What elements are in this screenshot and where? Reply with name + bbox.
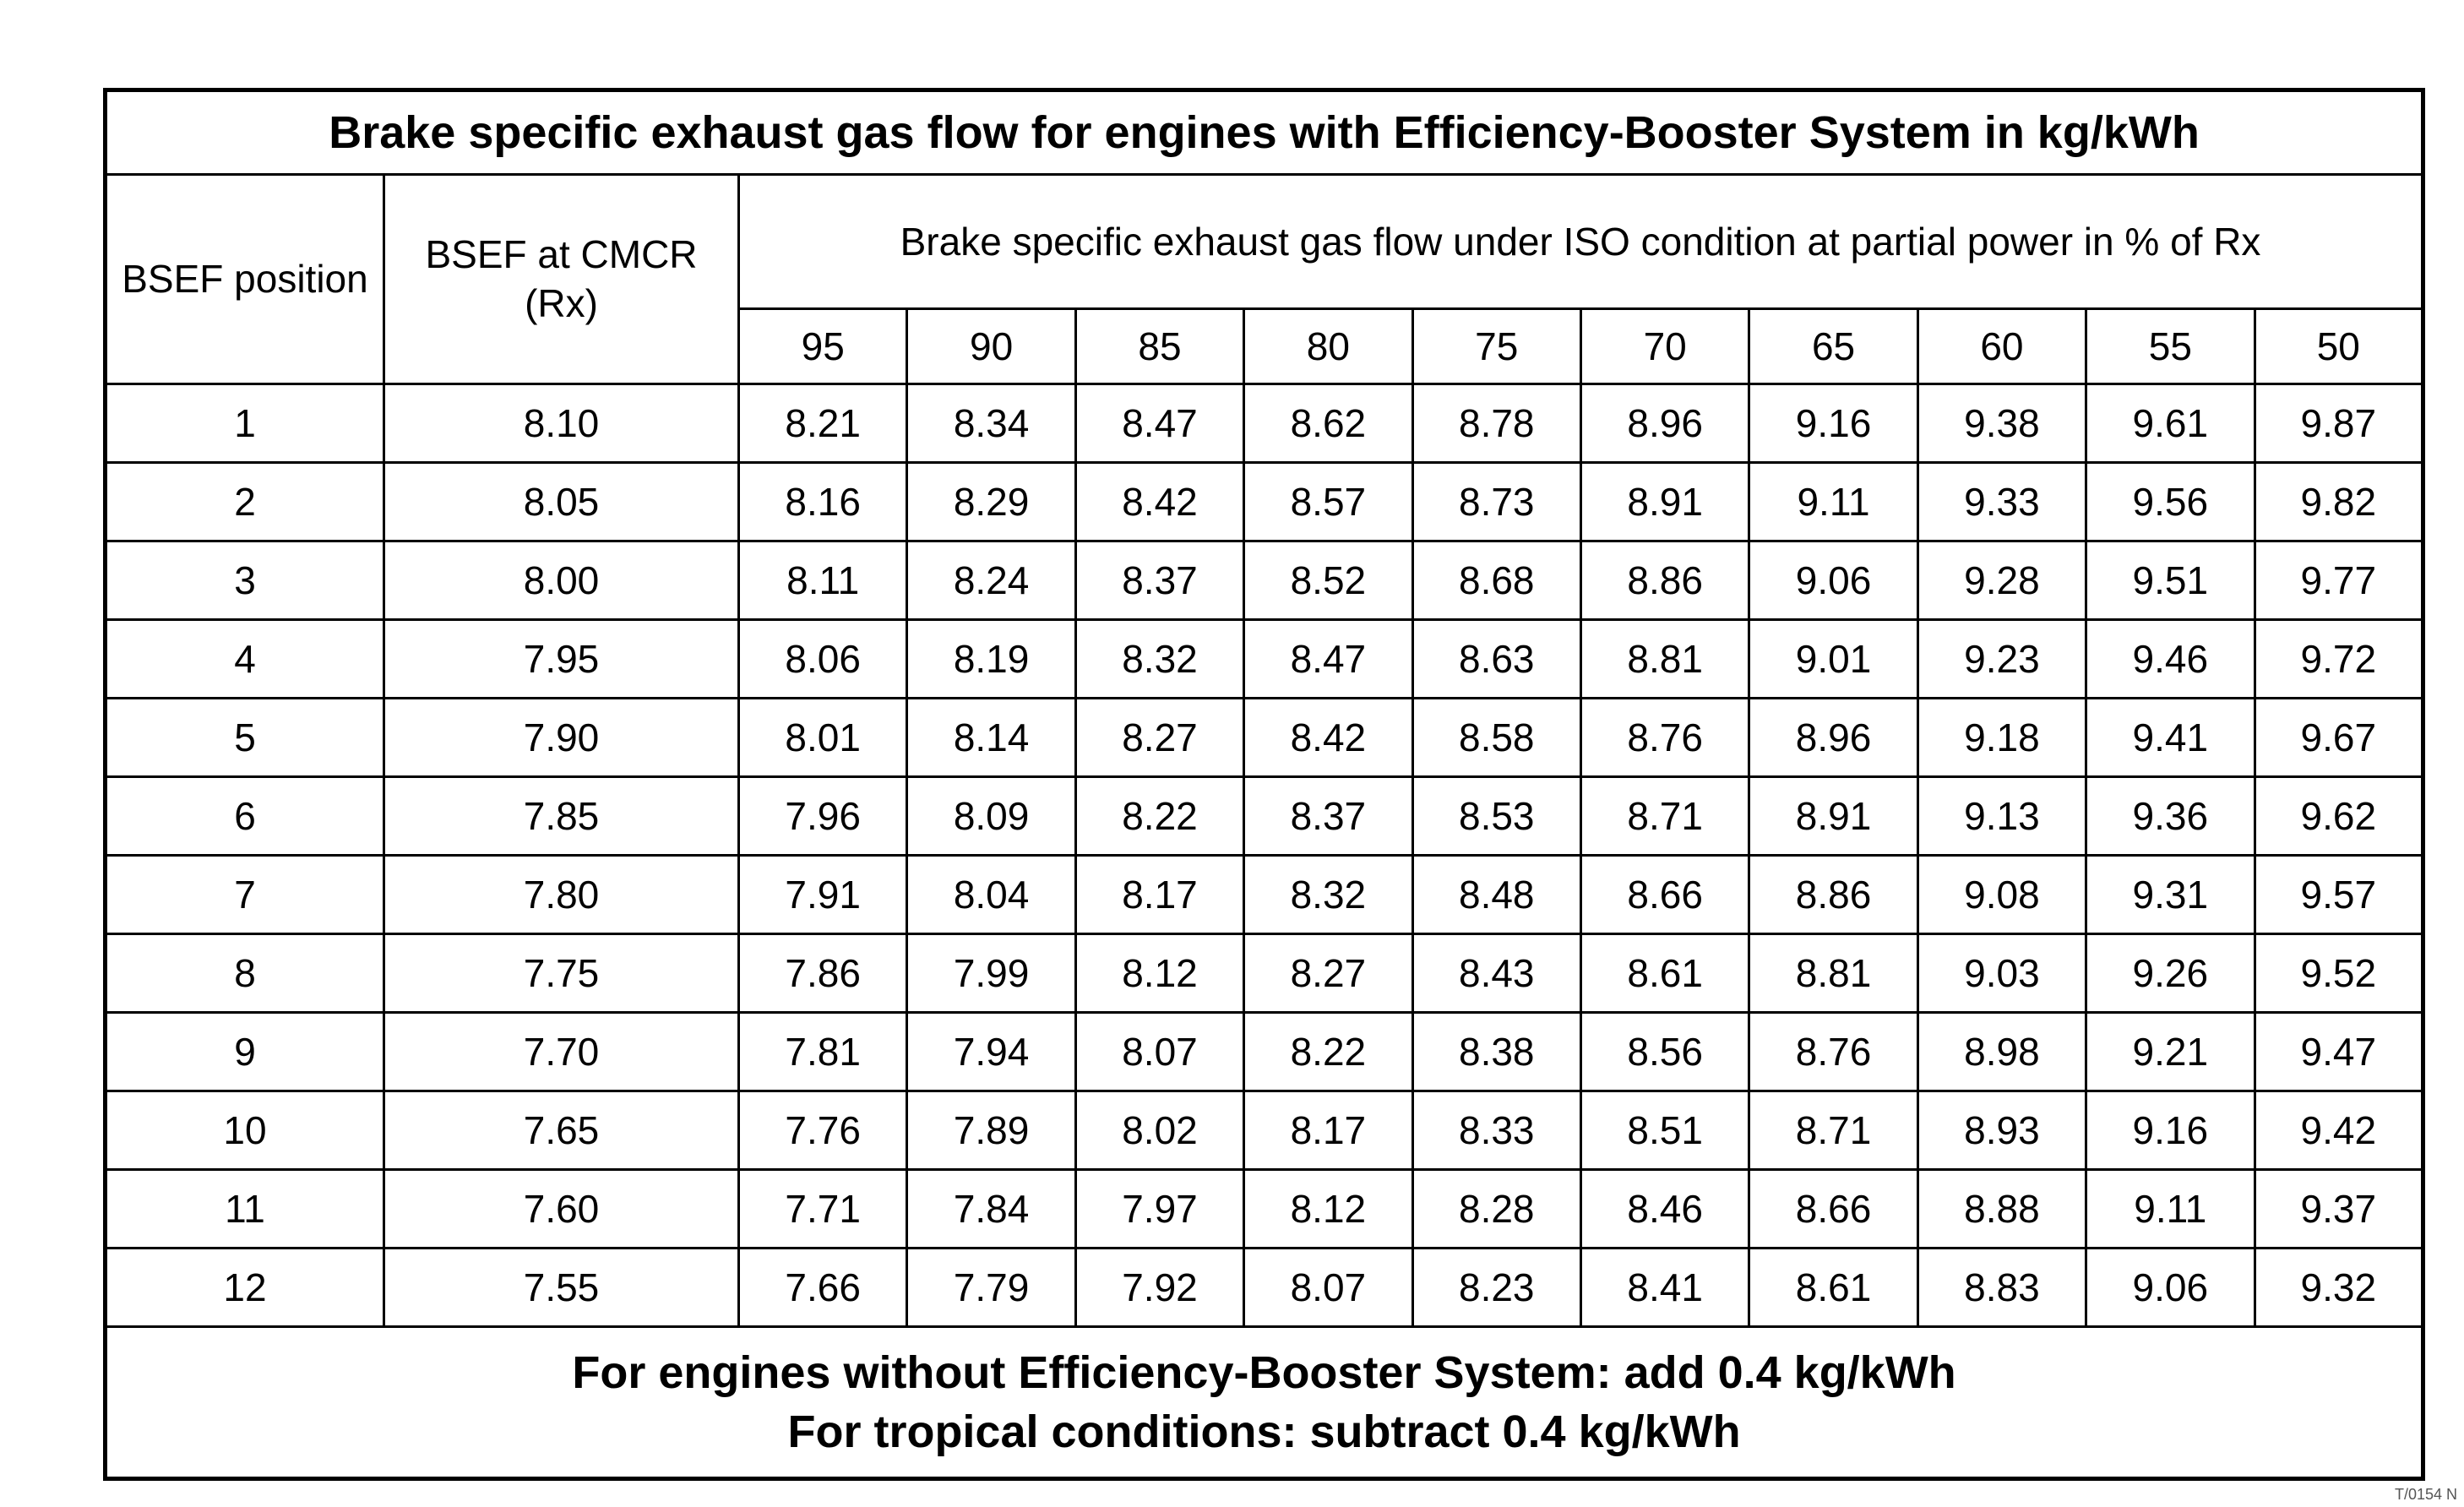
header-row [106, 175, 2423, 309]
value-cell: 9.57 [2255, 856, 2423, 934]
value-cell: 8.66 [1580, 856, 1749, 934]
value-cell: 7.79 [907, 1249, 1075, 1327]
value-cell: 9.87 [2255, 384, 2423, 463]
percent-header-cell: 75 [1412, 309, 1580, 384]
value-cell: 7.89 [907, 1091, 1075, 1170]
value-cell: 9.16 [2086, 1091, 2255, 1170]
value-cell: 8.19 [907, 620, 1075, 699]
percent-header-cell: 85 [1075, 309, 1243, 384]
table-row [106, 463, 2423, 541]
position-cell: 2 [106, 463, 384, 541]
value-cell: 8.07 [1075, 1013, 1243, 1091]
value-cell: 8.06 [739, 620, 907, 699]
value-cell: 7.76 [739, 1091, 907, 1170]
value-cell: 7.81 [739, 1013, 907, 1091]
value-cell: 9.06 [1749, 541, 1917, 620]
value-cell: 8.52 [1244, 541, 1412, 620]
cmcr-cell: 7.70 [384, 1013, 739, 1091]
value-cell: 7.92 [1075, 1249, 1243, 1327]
table-row [106, 699, 2423, 777]
value-cell: 8.21 [739, 384, 907, 463]
position-cell: 3 [106, 541, 384, 620]
partial-power-header: Brake specific exhaust gas flow under ISO condition at partial power in % of Rx [739, 175, 2423, 309]
value-cell: 8.56 [1580, 1013, 1749, 1091]
value-cell: 9.67 [2255, 699, 2423, 777]
position-cell: 11 [106, 1170, 384, 1249]
value-cell: 8.76 [1580, 699, 1749, 777]
table-row [106, 620, 2423, 699]
cmcr-cell: 7.75 [384, 934, 739, 1013]
value-cell: 8.34 [907, 384, 1075, 463]
percent-header-cell: 90 [907, 309, 1075, 384]
value-cell: 9.62 [2255, 777, 2423, 856]
footer-notes [106, 1327, 2423, 1479]
value-cell: 9.37 [2255, 1170, 2423, 1249]
value-cell: 9.52 [2255, 934, 2423, 1013]
value-cell: 9.46 [2086, 620, 2255, 699]
value-cell: 8.14 [907, 699, 1075, 777]
value-cell: 8.37 [1244, 777, 1412, 856]
value-cell: 8.48 [1412, 856, 1580, 934]
cmcr-cell: 8.10 [384, 384, 739, 463]
value-cell: 8.02 [1075, 1091, 1243, 1170]
value-cell: 9.61 [2086, 384, 2255, 463]
value-cell: 9.77 [2255, 541, 2423, 620]
position-cell: 1 [106, 384, 384, 463]
value-cell: 8.23 [1412, 1249, 1580, 1327]
value-cell: 8.28 [1412, 1170, 1580, 1249]
value-cell: 8.62 [1244, 384, 1412, 463]
value-cell: 8.27 [1244, 934, 1412, 1013]
value-cell: 8.78 [1412, 384, 1580, 463]
percent-header-cell: 55 [2086, 309, 2255, 384]
position-cell: 10 [106, 1091, 384, 1170]
value-cell: 9.28 [1917, 541, 2086, 620]
value-cell: 8.17 [1244, 1091, 1412, 1170]
value-cell: 9.26 [2086, 934, 2255, 1013]
value-cell: 9.23 [1917, 620, 2086, 699]
value-cell: 9.41 [2086, 699, 2255, 777]
value-cell: 9.72 [2255, 620, 2423, 699]
value-cell: 9.21 [2086, 1013, 2255, 1091]
value-cell: 8.43 [1412, 934, 1580, 1013]
value-cell: 8.42 [1244, 699, 1412, 777]
table-row [106, 1091, 2423, 1170]
percent-header-cell: 65 [1749, 309, 1917, 384]
value-cell: 8.51 [1580, 1091, 1749, 1170]
value-cell: 8.61 [1580, 934, 1749, 1013]
position-cell: 7 [106, 856, 384, 934]
value-cell: 8.42 [1075, 463, 1243, 541]
value-cell: 8.01 [739, 699, 907, 777]
value-cell: 8.71 [1749, 1091, 1917, 1170]
value-cell: 9.18 [1917, 699, 2086, 777]
value-cell: 9.42 [2255, 1091, 2423, 1170]
cmcr-cell: 7.65 [384, 1091, 739, 1170]
value-cell: 8.24 [907, 541, 1075, 620]
cmcr-cell: 7.55 [384, 1249, 739, 1327]
value-cell: 9.36 [2086, 777, 2255, 856]
position-cell: 6 [106, 777, 384, 856]
value-cell: 9.33 [1917, 463, 2086, 541]
value-cell: 9.38 [1917, 384, 2086, 463]
value-cell: 8.38 [1412, 1013, 1580, 1091]
value-cell: 7.99 [907, 934, 1075, 1013]
table-row [106, 856, 2423, 934]
value-cell: 8.98 [1917, 1013, 2086, 1091]
value-cell: 9.51 [2086, 541, 2255, 620]
value-cell: 9.13 [1917, 777, 2086, 856]
value-cell: 7.97 [1075, 1170, 1243, 1249]
table-row [106, 1249, 2423, 1327]
value-cell: 8.53 [1412, 777, 1580, 856]
cmcr-cell: 8.00 [384, 541, 739, 620]
cmcr-cell: 7.95 [384, 620, 739, 699]
cmcr-cell: 7.90 [384, 699, 739, 777]
table-row [106, 1170, 2423, 1249]
position-header: BSEF position [106, 175, 384, 384]
value-cell: 8.58 [1412, 699, 1580, 777]
value-cell: 9.08 [1917, 856, 2086, 934]
value-cell: 7.94 [907, 1013, 1075, 1091]
value-cell: 8.91 [1749, 777, 1917, 856]
value-cell: 8.96 [1580, 384, 1749, 463]
footer-note-line: For tropical conditions: subtract 0.4 kg/kWh [787, 1406, 1741, 1457]
value-cell: 7.86 [739, 934, 907, 1013]
value-cell: 9.01 [1749, 620, 1917, 699]
value-cell: 8.41 [1580, 1249, 1749, 1327]
value-cell: 8.37 [1075, 541, 1243, 620]
cmcr-cell: 7.80 [384, 856, 739, 934]
value-cell: 8.68 [1412, 541, 1580, 620]
value-cell: 8.71 [1580, 777, 1749, 856]
value-cell: 8.76 [1749, 1013, 1917, 1091]
page-reference: T/0154 N [2394, 1486, 2457, 1503]
value-cell: 7.66 [739, 1249, 907, 1327]
table-row [106, 1013, 2423, 1091]
percent-header-cell: 60 [1917, 309, 2086, 384]
value-cell: 9.31 [2086, 856, 2255, 934]
value-cell: 7.71 [739, 1170, 907, 1249]
value-cell: 8.93 [1917, 1091, 2086, 1170]
cmcr-cell: 8.05 [384, 463, 739, 541]
value-cell: 8.07 [1244, 1249, 1412, 1327]
value-cell: 8.04 [907, 856, 1075, 934]
value-cell: 9.82 [2255, 463, 2423, 541]
cmcr-header: BSEF at CMCR (Rx) [384, 175, 739, 384]
value-cell: 8.46 [1580, 1170, 1749, 1249]
value-cell: 8.09 [907, 777, 1075, 856]
value-cell: 8.88 [1917, 1170, 2086, 1249]
value-cell: 8.57 [1244, 463, 1412, 541]
footer-row [106, 1327, 2423, 1479]
value-cell: 7.91 [739, 856, 907, 934]
footer-note-line: For engines without Efficiency-Booster System: add 0.4 kg/kWh [572, 1347, 1956, 1398]
value-cell: 8.29 [907, 463, 1075, 541]
position-cell: 12 [106, 1249, 384, 1327]
value-cell: 8.17 [1075, 856, 1243, 934]
value-cell: 8.22 [1244, 1013, 1412, 1091]
value-cell: 9.11 [1749, 463, 1917, 541]
value-cell: 8.61 [1749, 1249, 1917, 1327]
percent-header-cell: 80 [1244, 309, 1412, 384]
cmcr-cell: 7.60 [384, 1170, 739, 1249]
value-cell: 8.32 [1075, 620, 1243, 699]
value-cell: 8.22 [1075, 777, 1243, 856]
table-row [106, 777, 2423, 856]
position-cell: 4 [106, 620, 384, 699]
value-cell: 8.47 [1075, 384, 1243, 463]
value-cell: 8.27 [1075, 699, 1243, 777]
value-cell: 9.16 [1749, 384, 1917, 463]
bsef-table [103, 88, 2425, 1481]
value-cell: 8.47 [1244, 620, 1412, 699]
value-cell: 9.03 [1917, 934, 2086, 1013]
value-cell: 9.56 [2086, 463, 2255, 541]
percent-header-cell: 95 [739, 309, 907, 384]
title-row [106, 90, 2423, 175]
position-cell: 9 [106, 1013, 384, 1091]
position-cell: 5 [106, 699, 384, 777]
value-cell: 8.12 [1075, 934, 1243, 1013]
value-cell: 8.32 [1244, 856, 1412, 934]
value-cell: 9.32 [2255, 1249, 2423, 1327]
position-cell: 8 [106, 934, 384, 1013]
table-row [106, 384, 2423, 463]
value-cell: 9.06 [2086, 1249, 2255, 1327]
value-cell: 8.83 [1917, 1249, 2086, 1327]
value-cell: 8.86 [1749, 856, 1917, 934]
value-cell: 9.47 [2255, 1013, 2423, 1091]
value-cell: 8.33 [1412, 1091, 1580, 1170]
cmcr-cell: 7.85 [384, 777, 739, 856]
value-cell: 9.11 [2086, 1170, 2255, 1249]
value-cell: 8.66 [1749, 1170, 1917, 1249]
value-cell: 7.96 [739, 777, 907, 856]
value-cell: 8.16 [739, 463, 907, 541]
value-cell: 8.11 [739, 541, 907, 620]
value-cell: 8.63 [1412, 620, 1580, 699]
value-cell: 8.96 [1749, 699, 1917, 777]
value-cell: 8.81 [1749, 934, 1917, 1013]
value-cell: 8.81 [1580, 620, 1749, 699]
value-cell: 8.91 [1580, 463, 1749, 541]
percent-header-cell: 70 [1580, 309, 1749, 384]
percent-header-cell: 50 [2255, 309, 2423, 384]
table-row [106, 934, 2423, 1013]
value-cell: 8.12 [1244, 1170, 1412, 1249]
table-title: Brake specific exhaust gas flow for engines with Efficiency-Booster System in kg/kWh [106, 90, 2423, 175]
table-row [106, 541, 2423, 620]
value-cell: 7.84 [907, 1170, 1075, 1249]
value-cell: 8.86 [1580, 541, 1749, 620]
value-cell: 8.73 [1412, 463, 1580, 541]
